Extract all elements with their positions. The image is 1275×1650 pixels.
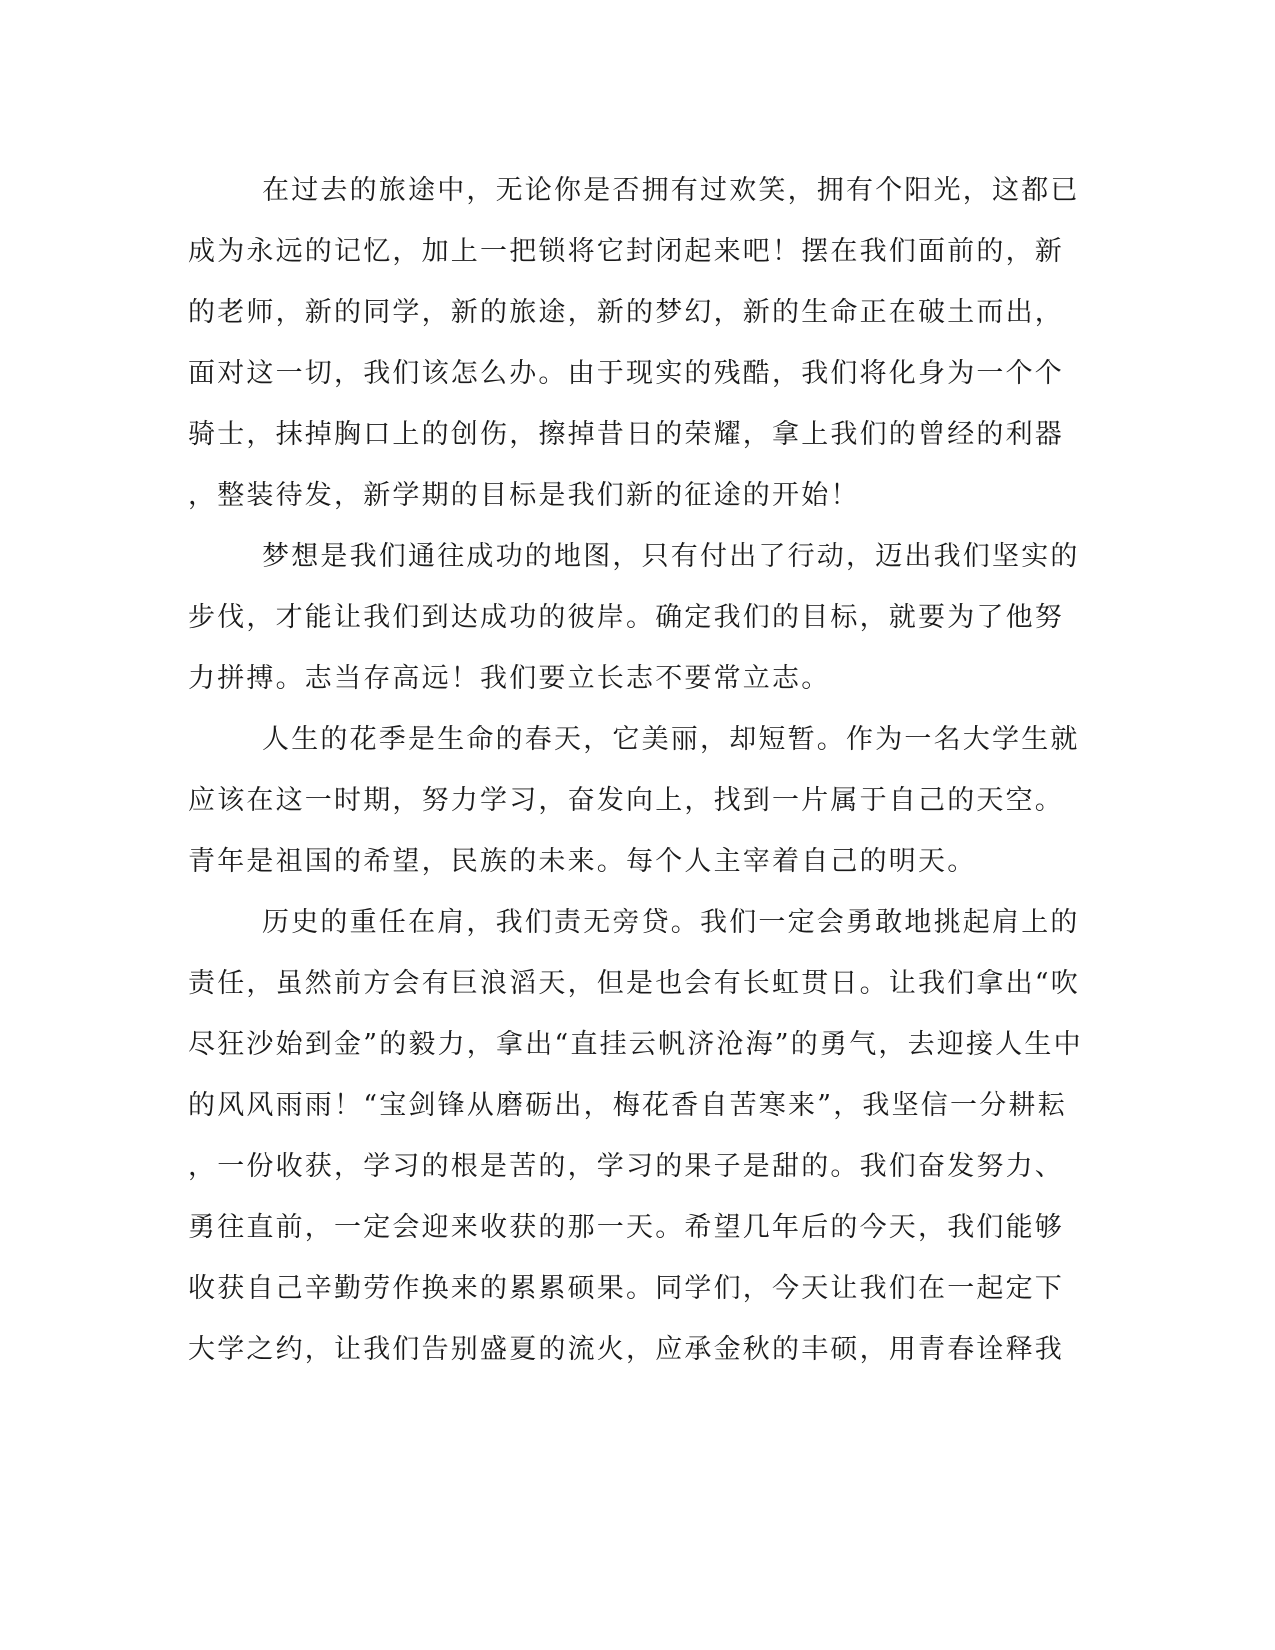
paragraph-line: 步伐，才能让我们到达成功的彼岸。确定我们的目标，就要为了他努 [188, 602, 1064, 633]
paragraph-line: 力拼搏。志当存高远！我们要立长志不要常立志。 [188, 663, 831, 694]
paragraph-line: 收获自己辛勤劳作换来的累累硕果。同学们，今天让我们在一起定下 [188, 1273, 1064, 1304]
paragraph-line: 责任，虽然前方会有巨浪滔天，但是也会有长虹贯日。让我们拿出“吹 [188, 968, 1081, 999]
paragraph-2 [188, 526, 1080, 709]
paragraph-line: 勇往直前，一定会迎来收获的那一天。希望几年后的今天，我们能够 [188, 1212, 1064, 1243]
paragraph-line: 的风风雨雨！“宝剑锋从磨砺出，梅花香自苦寒来”，我坚信一分耕耘 [188, 1090, 1067, 1121]
paragraph-line: ，一份收获，学习的根是苦的，学习的果子是甜的。我们奋发努力、 [188, 1151, 1064, 1182]
paragraph-4 [188, 892, 1083, 1380]
paragraph-line: 尽狂沙始到金”的毅力，拿出“直挂云帆济沧海”的勇气，去迎接人生中 [188, 1029, 1083, 1060]
paragraph-line: 成为永远的记忆，加上一把锁将它封闭起来吧！摆在我们面前的，新 [188, 236, 1064, 267]
paragraph-line: 骑士，抹掉胸口上的创伤，擦掉昔日的荣耀，拿上我们的曾经的利器 [188, 419, 1064, 450]
paragraph-line: 在过去的旅途中，无论你是否拥有过欢笑，拥有个阳光，这都已 [262, 175, 1080, 206]
paragraph-1 [188, 160, 1080, 526]
paragraph-line: 大学之约，让我们告别盛夏的流火，应承金秋的丰硕，用青春诠释我 [188, 1334, 1064, 1365]
paragraph-line: 历史的重任在肩，我们责无旁贷。我们一定会勇敢地挑起肩上的 [262, 907, 1080, 938]
paragraph-line: 应该在这一时期，努力学习，奋发向上，找到一片属于自己的天空。 [188, 785, 1064, 816]
paragraph-line: 人生的花季是生命的春天，它美丽，却短暂。作为一名大学生就 [262, 724, 1080, 755]
paragraph-line: 面对这一切，我们该怎么办。由于现实的残酷，我们将化身为一个个 [188, 358, 1064, 389]
paragraph-line: ，整装待发，新学期的目标是我们新的征途的开始！ [188, 480, 860, 511]
paragraph-line: 的老师，新的同学，新的旅途，新的梦幻，新的生命正在破土而出， [188, 297, 1064, 328]
document-body [188, 160, 1083, 1380]
paragraph-line: 青年是祖国的希望，民族的未来。每个人主宰着自己的明天。 [188, 846, 977, 877]
paragraph-3 [188, 709, 1080, 892]
paragraph-line: 梦想是我们通往成功的地图，只有付出了行动，迈出我们坚实的 [262, 541, 1080, 572]
